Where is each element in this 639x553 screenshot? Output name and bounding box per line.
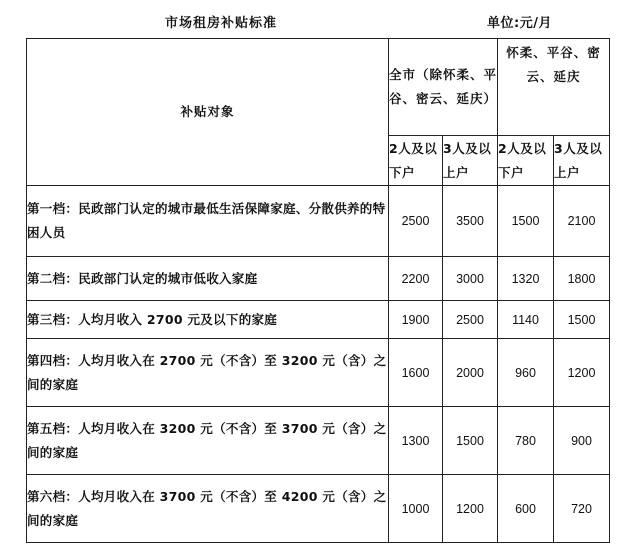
sub-header-cell: 2人及以下户 xyxy=(389,136,443,186)
table-row xyxy=(27,257,610,301)
value-cell: 1800 xyxy=(554,257,610,301)
table-row xyxy=(27,339,610,407)
sub-header-cell: 2人及以下户 xyxy=(498,136,554,186)
target-header: 补贴对象 xyxy=(180,104,235,119)
document-title: 市场租房补贴标准 xyxy=(165,16,278,31)
tier-label: 第一档：民政部门认定的城市最低生活保障家庭、分散供养的特困人员 xyxy=(27,186,389,257)
title-bar xyxy=(0,0,639,38)
table-row xyxy=(27,301,610,339)
value-cell: 2200 xyxy=(389,257,443,301)
value-cell: 1900 xyxy=(389,301,443,339)
subsidy-table xyxy=(26,38,610,543)
value-cell: 1500 xyxy=(498,186,554,257)
region-header-citywide: 全市（除怀柔、平谷、密云、延庆） xyxy=(389,39,498,136)
value-cell: 1000 xyxy=(389,475,443,543)
unit-label: 单位:元/月 xyxy=(487,16,552,31)
value-cell: 3000 xyxy=(443,257,498,301)
value-cell: 900 xyxy=(554,407,610,475)
table-row xyxy=(27,186,610,257)
region-header-suburbs: 怀柔、平谷、密云、延庆 xyxy=(498,39,610,136)
value-cell: 1500 xyxy=(443,407,498,475)
value-cell: 1140 xyxy=(498,301,554,339)
value-cell: 1600 xyxy=(389,339,443,407)
header-row xyxy=(27,39,610,136)
value-cell: 1500 xyxy=(554,301,610,339)
value-cell: 720 xyxy=(554,475,610,543)
table-row xyxy=(27,407,610,475)
value-cell: 1300 xyxy=(389,407,443,475)
value-cell: 960 xyxy=(498,339,554,407)
value-cell: 780 xyxy=(498,407,554,475)
table-row xyxy=(27,475,610,543)
value-cell: 3500 xyxy=(443,186,498,257)
value-cell: 600 xyxy=(498,475,554,543)
sub-header-cell: 3人及以上户 xyxy=(554,136,610,186)
tier-label: 第三档：人均月收入 2700 元及以下的家庭 xyxy=(27,301,389,339)
sub-header-cell: 3人及以上户 xyxy=(443,136,498,186)
target-header-cell xyxy=(27,39,389,186)
value-cell: 1200 xyxy=(443,475,498,543)
tier-label: 第四档：人均月收入在 2700 元（不含）至 3200 元（含）之间的家庭 xyxy=(27,339,389,407)
tier-label: 第二档：民政部门认定的城市低收入家庭 xyxy=(27,257,389,301)
tier-label: 第五档：人均月收入在 3200 元（不含）至 3700 元（含）之间的家庭 xyxy=(27,407,389,475)
value-cell: 2100 xyxy=(554,186,610,257)
value-cell: 1200 xyxy=(554,339,610,407)
value-cell: 2000 xyxy=(443,339,498,407)
value-cell: 2500 xyxy=(443,301,498,339)
value-cell: 1320 xyxy=(498,257,554,301)
value-cell: 2500 xyxy=(389,186,443,257)
tier-label: 第六档：人均月收入在 3700 元（不含）至 4200 元（含）之间的家庭 xyxy=(27,475,389,543)
